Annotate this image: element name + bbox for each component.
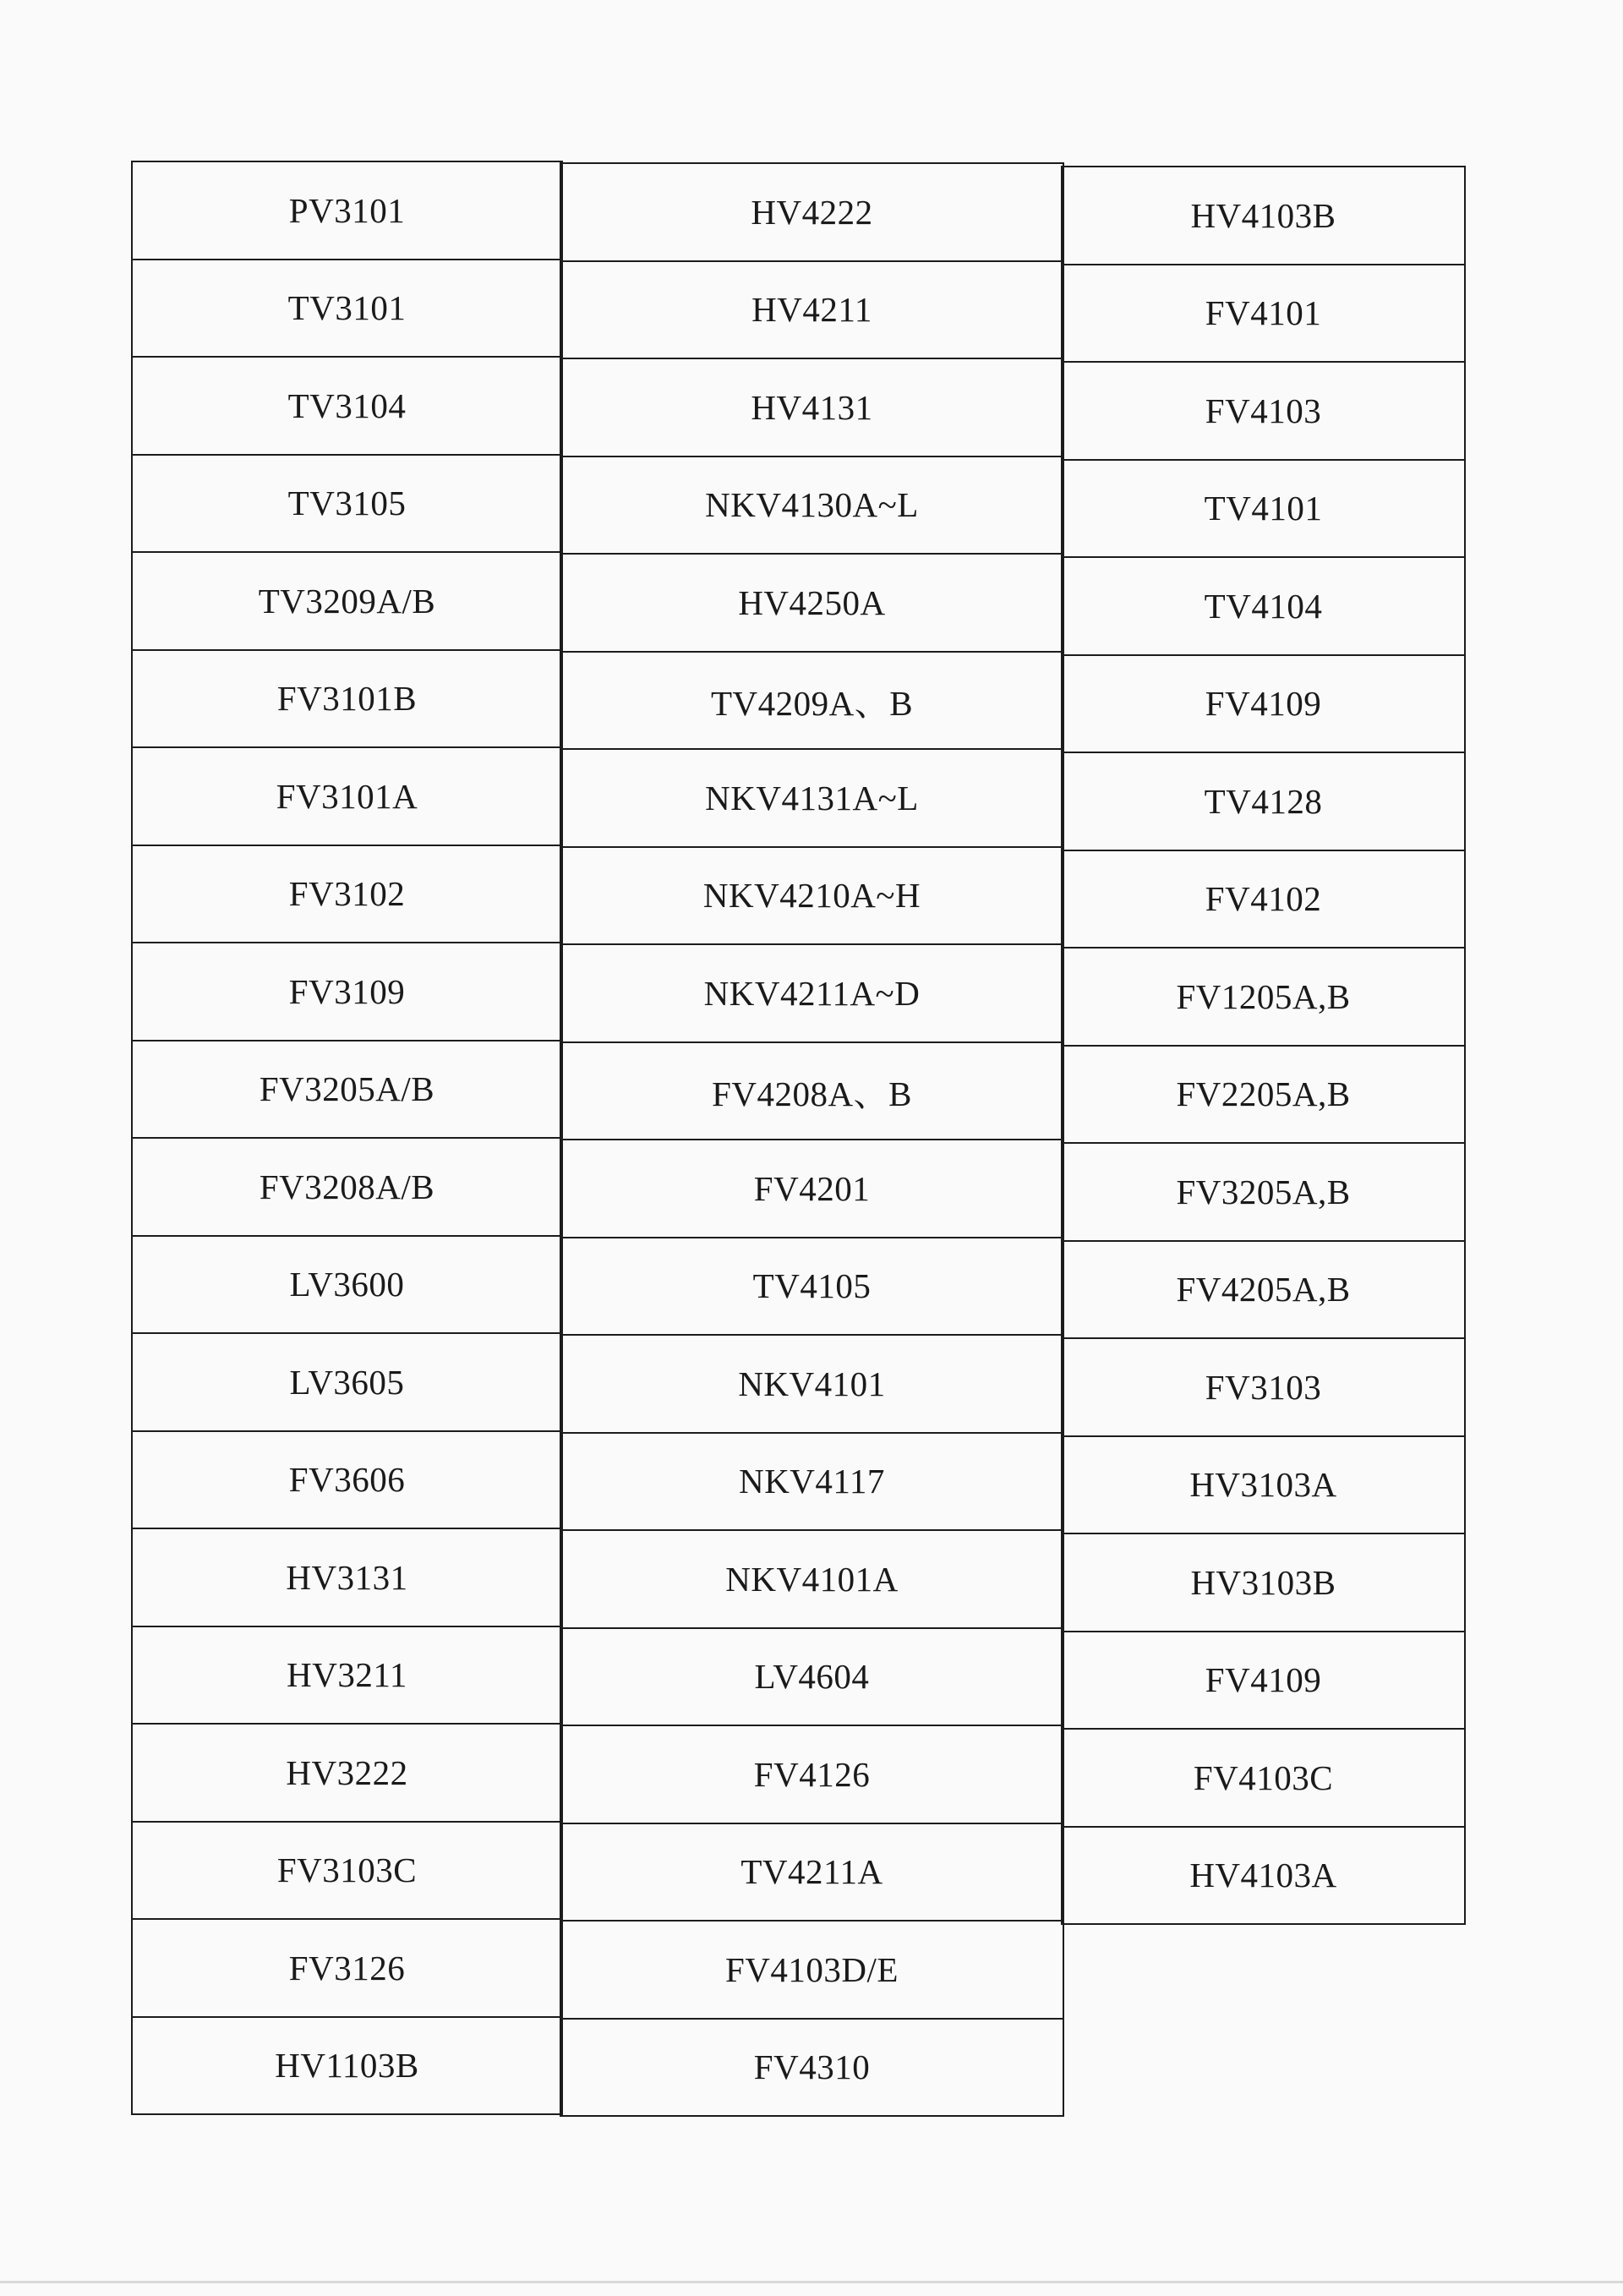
table-cell: NKV4101A [561,1531,1063,1629]
table-cell: NKV4101 [561,1336,1063,1434]
table-cell: TV4104 [1063,558,1464,656]
table-cell: TV3101 [133,260,561,358]
table-cell: FV4103C [1063,1730,1464,1828]
table-cell: FV3205A/B [133,1041,561,1140]
table-cell: FV3208A/B [133,1139,561,1237]
table-cell: HV3211 [133,1627,561,1725]
table-cell: FV4103 [1063,363,1464,461]
table-cell: FV3101B [133,651,561,749]
table-column-1 [131,161,563,2115]
table-cell: HV4103B [1063,167,1464,265]
table-cell: FV4126 [561,1726,1063,1824]
table-cell: NKV4211A~D [561,945,1063,1043]
table-cell: HV4250A [561,555,1063,653]
table-column-3 [1061,166,1466,1925]
table-cell: HV3103B [1063,1534,1464,1632]
table-cell: FV4205A,B [1063,1242,1464,1340]
table-cell: FV3109 [133,943,561,1041]
table-cell: FV4101 [1063,265,1464,364]
table-cell: NKV4131A~L [561,750,1063,848]
table-cell: HV3222 [133,1725,561,1823]
table-cell: FV3103 [1063,1339,1464,1437]
table-cell: HV4103A [1063,1828,1464,1926]
table-cell: NKV4117 [561,1434,1063,1532]
table-cell: TV3105 [133,456,561,554]
table-cell: TV4105 [561,1238,1063,1337]
table-cell: FV3102 [133,846,561,944]
table-cell: FV2205A,B [1063,1047,1464,1145]
table-cell: FV4102 [1063,851,1464,949]
table-cell: FV4109 [1063,1632,1464,1730]
table-cell: TV4128 [1063,753,1464,851]
table-cell: TV3104 [133,358,561,456]
table-cell: FV3103C [133,1823,561,1921]
table-cell: HV3103A [1063,1437,1464,1535]
table-cell: LV3600 [133,1237,561,1335]
table-cell: LV4604 [561,1629,1063,1727]
table-cell: FV4103D/E [561,1922,1063,2020]
table-cell: FV3101A [133,748,561,846]
table-cell: FV4201 [561,1140,1063,1238]
table-cell: FV4310 [561,2020,1063,2118]
table-cell: FV3126 [133,1920,561,2018]
table-cell: NKV4210A~H [561,848,1063,946]
table-cell: FV1205A,B [1063,948,1464,1047]
table-cell: HV4222 [561,164,1063,262]
table-cell: TV4209A、B [561,653,1063,751]
page-edge-line [0,2281,1623,2283]
table-cell: TV4211A [561,1824,1063,1922]
table-cell: TV4101 [1063,461,1464,559]
table-cell: FV3205A,B [1063,1144,1464,1242]
table-column-2 [560,162,1064,2117]
table-cell: HV3131 [133,1529,561,1627]
table-cell: TV3209A/B [133,553,561,651]
table-cell: HV4211 [561,262,1063,360]
table-cell: HV1103B [133,2018,561,2116]
table-cell: FV3606 [133,1432,561,1530]
table-cell: PV3101 [133,162,561,260]
table-cell: NKV4130A~L [561,457,1063,555]
table-cell: FV4109 [1063,656,1464,754]
table-cell: FV4208A、B [561,1043,1063,1141]
table-cell: HV4131 [561,359,1063,457]
table-cell: LV3605 [133,1334,561,1432]
